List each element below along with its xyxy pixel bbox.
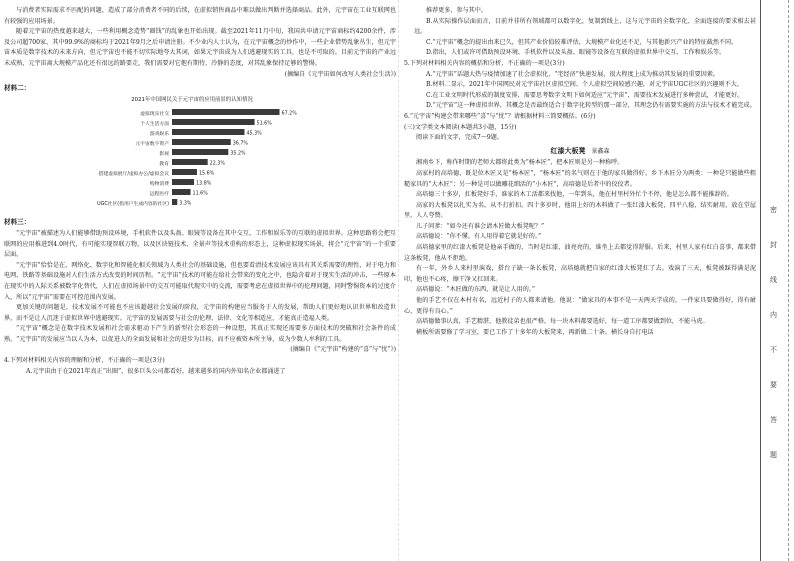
intro-paragraph: 随着元宇宙的热度越来越大，一些利用概念造势“圈钱”的乱象也开始出现。截至2021年11月中旬，我国共申请元宇宙商标约4200余件，涉及公司超700家，其中99.9%的商标均于2021年9月之后申请注册。不少业内人士认为，在元宇宙概念的炒作中，一些企业借势乱象丛生，但元宇宙本质是数字技术的未来方向，但元宇宙也不能不切实际地夸大其词，如果元宇宙成为人们逃避现实的工具，也是不可取的。目前元宇宙的产业远未成熟，元宇宙离大规模产品化还有很远的路要走，我们需要对它抱有期待、冷静的态度，对其乱象保持足够的警惕。	[4, 28, 396, 67]
story-paragraph: 高培德做事认真，手艺精湛，他教徒弟也很严格，每一块木料都要选好，每一道工序都要做到位，不能马虎。	[416, 318, 709, 326]
question-6: 6.“元宇宙”构建会带来哪些“喜”与“忧”？请根据材料三简要概括。(6分)	[404, 112, 596, 120]
seal-line-char: 要	[770, 381, 777, 389]
seal-line-char: 密	[770, 206, 777, 214]
data-label: 67.2%	[281, 111, 297, 117]
question-4-option: B.从实际操作层面而言，目前并非所有领域都可以数字化，复制到线上，这与元宇宙的全数字化、全面连接的要求相去甚远。	[414, 17, 756, 36]
bar	[172, 109, 280, 115]
seal-dotted-line	[788, 0, 789, 561]
story-paragraph: 他的手艺不仅在本村有名，远近村子的人都来请他。他说：“做家具的本事不是一天两天学成的，一件家具要做得好，得有耐心，更得有良心。”	[404, 297, 756, 315]
material-3-paragraph: “元宇宙”被描述为人们能够借助预设环境，手机软件以及头盔、眼镜等设备在其中交互、工作和娱乐等的互联的虚拟世界。这种思路将会把互联网的应用推进到4.0时代，有可能实现智联万物，以及区块链技术、全景声等技术重构的形态上，这种虚拟现实场景，将会“元宇宙”的一个重要层面。	[4, 229, 396, 259]
data-label: 36.7%	[232, 141, 248, 147]
section-instruction: 阅读下面的文字，完成7～9题。	[416, 134, 503, 142]
bar	[172, 139, 231, 145]
left-column	[4, 6, 396, 377]
continued-text: 推荐更多，参与其中。	[426, 7, 487, 14]
seal-line-labels	[767, 0, 787, 561]
question-4: 4.下列对材料相关内容的理解和分析，不正确的一项是(3分)	[4, 357, 165, 365]
chart-title: 2021年中国网民关于元宇宙的应用前景的认知情况	[131, 96, 253, 103]
seal-line-char: 不	[770, 346, 777, 354]
intro-paragraph: 与消费者实际需求不匹配的问题，造成了部分消费者不同的后续，在虚拟销售商品中难以做出判断并选择商品。此外，元宇宙在工业互联网也有较强的应用场景。	[4, 7, 396, 25]
bar	[172, 119, 255, 125]
story-paragraph: 高家的大板凳以扎实为名，从不打折扣。四十多岁时，他用上好的木料做了一张红漆大板凳，四平八稳，结实耐用，放在堂屋里，人人夸赞。	[404, 201, 756, 220]
category-label: 虚拟现实社交	[140, 112, 169, 118]
question-4-option: D.指出，人们或许可借助预设环境、手机软件以及头盔、眼镜等设备在互联的虚拟世界中交互、工作和娱乐等。	[426, 49, 726, 57]
category-label: 购物消费	[149, 182, 169, 188]
story-title-block	[404, 146, 756, 158]
category-label: 远程医疗	[149, 192, 169, 198]
data-label: 45.3%	[246, 131, 262, 137]
fold-line	[398, 0, 399, 561]
question-5-option: D.“元宇宙”这一种虚拟世界，其概念是否最终适合于数字化转型的那一部分，其理念仍有需要实施的方法与技术才能完成。	[426, 102, 756, 110]
material-3-paragraph: 更加关键的问题是，技术发展不可能也不应该超越社会发展的阶段，元宇宙的构建应当服务于人的发展，帮助人们更好地认识世界和改造世界，而不是让人沉迷于虚拟世界中逃避现实。元宇宙的发展需要与社会的伦理、法律、文化等相适应，才能真正造福人类。	[4, 304, 396, 322]
story-paragraph: 高培德家里的红漆大板凳是他亲手做的，当时是红漆，油亮亮的，谁坐上去都觉得舒服。后来，村里人家有红白喜事，都来借这条板凳，他从不拒绝。	[404, 244, 756, 262]
seal-line-char: 答	[770, 416, 777, 424]
category-label: 游戏娱乐	[149, 132, 169, 138]
data-label: 51.6%	[256, 121, 272, 127]
section-heading: (三)文学类文本阅读(本题共3小题，15分)	[404, 123, 517, 131]
question-5-option: C.在工业文明时代形成的制度安排，需要思考数字文明下如何适应“元宇宙”，需要技术发展进行多种尝试，才能更好。	[426, 91, 744, 99]
story-paragraph: 高家村的高培德，既是位木匠又是“杨本匠”，“杨本匠”的名气则在于他的家具做得好。乡下木匠分为两类：一种是只能做些粗糙家具的“大木匠”；另一种是可以做雕花细活的“小木匠”，高培德是后者中的佼佼者。	[404, 169, 756, 188]
chart-svg	[22, 107, 362, 213]
seal-line-char: 题	[770, 451, 777, 459]
source-citation: (摘编自《元宇宙如何改写人类社会生活》)	[284, 70, 396, 78]
binding-margin	[760, 0, 794, 561]
data-label: 15.6%	[198, 171, 215, 177]
bar	[172, 169, 197, 175]
data-label: 35.2%	[230, 151, 246, 157]
category-label: 影视	[159, 152, 169, 158]
category-label: 个人生活方面	[140, 122, 169, 128]
material-3-paragraph: “元宇宙”概念是在数字技术发展和社会需求驱动下产生的新型社会形态的一种设想，其真正实现还需要多方面技术的突破和社会条件的成熟。“元宇宙”的发展应当以人为本，以促进人的全面发展和社会的进步为目标，而不应被资本所主导，成为少数人牟利的工具。	[4, 325, 396, 343]
bar	[172, 129, 244, 135]
seal-line-char: 内	[770, 311, 777, 319]
story-paragraph: 儿子问爹：“如今还有谁会请木匠做大板凳呢？”	[416, 222, 545, 230]
bar	[172, 149, 228, 155]
story-paragraph: 高培德说：“你不懂。有人用得着它就是好的。”	[416, 233, 542, 241]
bar-chart	[22, 95, 362, 214]
bar	[172, 189, 191, 195]
category-label: 教育	[159, 162, 169, 168]
story-paragraph: 有一年，外乡人来村里演戏，搭台子缺一条长板凳，高培德就把自家的红漆大板凳扛了去。戏演了三天，板凳被踩得满是泥印，他也不心疼，擦干净又扛回来。	[404, 265, 756, 283]
story-paragraph: 高培德说：“木匠做的东西，就是让人用的。”	[416, 286, 535, 294]
story-paragraph: 横板所需要修了学习室，要已工作了十多年的大板凳来，再新做二十条。横长身自打电话	[416, 328, 654, 336]
material-3-paragraph: “元宇宙”恰恰是在，网络化、数字化和智能化相关领域为人类社会的基础设施，但也要看清技术发展应该具有其关系需要的理性，对于电力和电网、铁路等基础设施对人们生活方式改变的时间历程。“元宇宙”技术的可能在给社会带来的变化之中，也隐含着对于现实生活的冲击，一些原本在现实中的人际关系被数字化替代，人们在虚拟场景中的交互可能取代现实中的交流，需要考虑在虚拟世界中的伦理问题，同时警惕资本的过度介入，所以“元宇宙”需要在可控范围内发展。	[4, 261, 396, 301]
data-label: 22.3%	[209, 161, 225, 167]
material-3-label: 材料三：	[4, 218, 31, 227]
bar	[172, 179, 194, 185]
question-4-option: C.“元宇宙”概念的提出由来已久，但其产业价值较难评估，大规模产业化还不足，与其他新兴产业的特征截然不同。	[426, 38, 738, 46]
seal-line-char: 封	[770, 241, 777, 249]
bar	[172, 159, 208, 165]
category-label: UGC社区(指用户生成内容的社区)	[97, 202, 169, 208]
material-2-label: 材料二：	[4, 84, 31, 93]
question-4-option-a: A.元宇宙由于在2021年真正“出圈”，很多巨头公司都看好，越来越多的国内外知名企业都涌进了	[26, 367, 286, 375]
source-citation: (摘编自《“元宇宙”构建的“喜”与“忧”》)	[290, 346, 396, 354]
data-label: 11.6%	[192, 191, 208, 197]
question-5-option: A.“元宇宙”话题大热与疫情加速了社会虚拟化、“宅经济”快速发展，很大程度上成为推动其发展的重要因素。	[426, 70, 720, 78]
category-label: 搭建虚拟展厅/虚拟办公/虚拟会议	[98, 172, 169, 178]
data-label: 13.8%	[196, 181, 212, 187]
seal-line-char: 线	[770, 276, 777, 284]
story-paragraph: 湘南乡下，称作时期的老师大都将此类为“杨本匠”，把本匠则是另一种称呼。	[416, 159, 624, 167]
question-5-option: B.材料二显示，2021年中国网民对元宇宙社区虚拟空间、个人虚拟空间较感兴趣，对元宇宙UGC社区的兴趣则不大。	[426, 81, 743, 89]
data-label: 3.3%	[179, 201, 192, 207]
story-paragraph: 高培德三十多岁，扛板凳好手，谁家的木工活都来找他，一年到头，他在村里村外忙个不停，他是怎么都不能推辞的。	[416, 191, 733, 199]
story-author: 景鑫森	[591, 147, 610, 155]
right-column	[404, 6, 756, 338]
question-5: 5.下列对材料相关内容的概括和分析，不正确的一项是(3分)	[404, 59, 565, 67]
story-title: 红漆大板凳	[550, 145, 586, 155]
bar	[172, 199, 177, 205]
category-label: 元宇宙数字资产	[135, 142, 169, 148]
